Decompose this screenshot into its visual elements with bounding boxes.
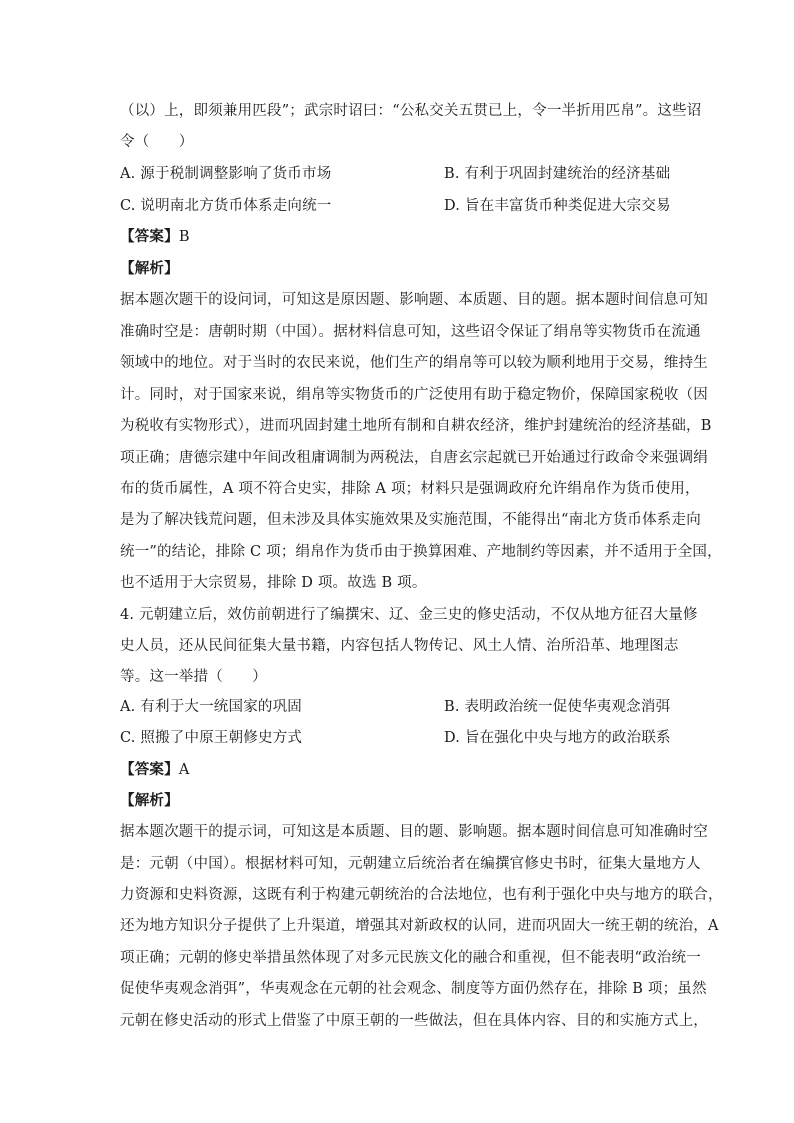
q4-analysis-line: 项正确；元朝的修史举措虽然体现了对多元民族文化的融合和重视，但不能表明“政治统一 <box>120 950 701 966</box>
q4-option-c: C. 照搬了中原王朝修史方式 <box>120 730 303 746</box>
q4-analysis-label: 【解析】 <box>120 792 179 809</box>
q3-analysis-line: 统一”的结论，排除 C 项；绢帛作为货币由于换算困难、产地制约等因素，并不适用于全国， <box>120 544 722 560</box>
q3-analysis-line: 领域中的地位。对于当时的农民来说，他们生产的绢帛等可以较为顺利地用于交易，维持生 <box>120 355 708 371</box>
q4-stem-line: 史人员，还从民间征集大量书籍，内容包括人物传记、风土人情、治所沿革、地理图志 <box>120 638 679 654</box>
q4-analysis-line: 是：元朝（中国）。根据材料可知，元朝建立后统治者在编撰官修史书时，征集大量地方人 <box>120 856 701 872</box>
q4-answer-value: A <box>178 762 190 778</box>
q3-stem-line: （以）上，即须兼用匹段”；武宗时诏曰：“公私交关五贯已上，令一半折用匹帛”。这些诏 <box>120 103 702 119</box>
q3-stem-line: 令（ ） <box>120 134 194 150</box>
q3-option-c: C. 说明南北方货币体系走向统一 <box>120 198 332 214</box>
q3-answer <box>120 227 190 247</box>
q4-analysis-line: 据本题次题干的提示词，可知这是本质题、目的题、影响题。据本题时间信息可知准确时空 <box>120 824 708 840</box>
q3-analysis-line: 是为了解决钱荒问题，但未涉及具体实施效果及实施范围，不能得出“南北方货币体系走向 <box>120 512 701 528</box>
q3-analysis-label: 【解析】 <box>120 260 179 277</box>
q4-answer-label: 【答案】 <box>120 761 179 778</box>
q3-answer-value: B <box>178 229 190 245</box>
q3-analysis-line: 为税收有实物形式），进而巩固封建土地所有制和自耕农经济，维护封建统治的经济基础，B <box>120 418 712 434</box>
q4-option-b: B. 表明政治统一促使华夷观念消弭 <box>444 699 671 715</box>
q4-answer <box>120 760 189 780</box>
q3-analysis-line: 布的货币属性，A 项不符合史实，排除 A 项；材料只是强调政府允许绢帛作为货币使用， <box>120 481 700 497</box>
q3-option-a: A. 源于税制调整影响了货币市场 <box>120 166 332 182</box>
q3-analysis-line: 准确时空是：唐朝时期（中国）。据材料信息可知，这些诏令保证了绢帛等实物货币在流通 <box>120 324 701 340</box>
q3-answer-label: 【答案】 <box>120 228 179 245</box>
q4-stem-line: 等。这一举措（ ） <box>120 669 267 685</box>
q3-analysis-line: 也不适用于大宗贸易，排除 D 项。故选 B 项。 <box>120 575 427 591</box>
q3-analysis-line: 据本题次题干的设问词，可知这是原因题、影响题、本质题、目的题。据本题时间信息可知 <box>120 292 708 308</box>
q4-analysis-line: 元朝在修史活动的形式上借鉴了中原王朝的一些做法，但在具体内容、目的和实施方式上， <box>120 1013 708 1029</box>
q4-option-a: A. 有利于大一统国家的巩固 <box>120 699 302 715</box>
q4-analysis-line: 还为地方知识分子提供了上升渠道，增强其对新政权的认同，进而巩固大一统王朝的统治，A <box>120 918 719 934</box>
q3-option-d: D. 旨在丰富货币种类促进大宗交易 <box>444 198 671 214</box>
q4-analysis-line: 力资源和史料资源，这既有利于构建元朝统治的合法地位，也有利于强化中央与地方的联合， <box>120 887 723 903</box>
q4-analysis-line: 促使华夷观念消弭”，华夷观念在元朝的社会观念、制度等方面仍然存在，排除 B 项；虽然 <box>120 981 707 997</box>
q3-analysis-line: 项正确；唐德宗建中年间改租庸调制为两税法，自唐玄宗起就已开始通过行政命令来强调绢 <box>120 450 708 466</box>
q4-option-d: D. 旨在强化中央与地方的政治联系 <box>444 730 671 746</box>
q3-option-b: B. 有利于巩固封建统治的经济基础 <box>444 166 671 182</box>
q4-stem-line: 4. 元朝建立后，效仿前朝进行了编撰宋、辽、金三史的修史活动，不仅从地方征召大量修 <box>120 607 698 623</box>
q3-analysis-line: 计。同时，对于国家来说，绢帛等实物货币的广泛使用有助于稳定物价，保障国家税收（因 <box>120 387 708 403</box>
